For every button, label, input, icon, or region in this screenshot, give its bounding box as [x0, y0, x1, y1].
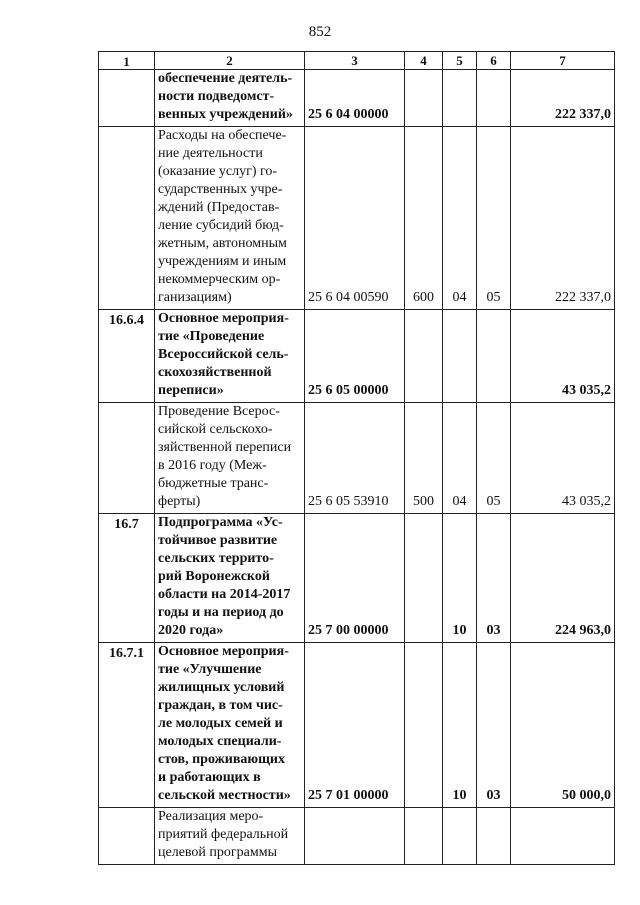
subsection-cell: [477, 808, 511, 865]
section-cell: 04: [443, 403, 477, 514]
table-row: [99, 70, 615, 127]
item-name-cell: Проведение Всерос- сийской сельскохо- зяйственной переписи в 2016 году (Меж- бюджетные транс- ферты): [155, 403, 305, 514]
target-code-cell: 25 7 01 00000: [305, 643, 405, 808]
row-number-cell: 16.7.1: [99, 643, 155, 808]
header-col-3: 3: [305, 52, 405, 70]
row-number-cell: [99, 70, 155, 127]
target-code-cell: 25 6 05 53910: [305, 403, 405, 514]
amount-cell: 222 337,0: [511, 70, 615, 127]
header-col-2: 2: [155, 52, 305, 70]
table-row: [99, 403, 615, 514]
expense-type-cell: [405, 70, 443, 127]
expense-type-cell: 600: [405, 127, 443, 310]
table-body: [99, 70, 615, 865]
amount-cell: 222 337,0: [511, 127, 615, 310]
section-cell: 10: [443, 643, 477, 808]
item-name-cell: Основное мероприя- тие «Проведение Всероссийской сель- скохозяйственной переписи»: [155, 310, 305, 403]
target-code-cell: 25 6 04 00000: [305, 70, 405, 127]
expense-type-cell: [405, 808, 443, 865]
row-number-cell: [99, 808, 155, 865]
subsection-cell: 03: [477, 514, 511, 643]
item-name-cell: обеспечение деятель- ности подведомст- венных учреждений»: [155, 70, 305, 127]
page-number: 852: [308, 24, 332, 40]
item-name-cell: Основное мероприя- тие «Улучшение жилищных условий граждан, в том чис- ле молодых семей и молодых специали- стов, проживающих и работающих в сельской местности»: [155, 643, 305, 808]
expense-type-cell: [405, 514, 443, 643]
target-code-cell: 25 7 00 00000: [305, 514, 405, 643]
amount-cell: 43 035,2: [511, 403, 615, 514]
amount-cell: 50 000,0: [511, 643, 615, 808]
table-row: [99, 514, 615, 643]
section-cell: 10: [443, 514, 477, 643]
row-number-cell: [99, 403, 155, 514]
subsection-cell: [477, 310, 511, 403]
table-row: [99, 808, 615, 865]
target-code-cell: 25 6 04 00590: [305, 127, 405, 310]
section-cell: [443, 808, 477, 865]
subsection-cell: 03: [477, 643, 511, 808]
amount-cell: [511, 808, 615, 865]
row-number-cell: 16.6.4: [99, 310, 155, 403]
header-col-7: 7: [511, 52, 615, 70]
expense-type-cell: [405, 310, 443, 403]
amount-cell: 43 035,2: [511, 310, 615, 403]
subsection-cell: [477, 70, 511, 127]
section-cell: 04: [443, 127, 477, 310]
budget-table: [98, 51, 615, 865]
item-name-cell: Реализация меро- приятий федеральной целевой программы: [155, 808, 305, 865]
header-col-5: 5: [443, 52, 477, 70]
amount-cell: 224 963,0: [511, 514, 615, 643]
target-code-cell: [305, 808, 405, 865]
table-row: [99, 127, 615, 310]
target-code-cell: 25 6 05 00000: [305, 310, 405, 403]
item-name-cell: Расходы на обеспече- ние деятельности (оказание услуг) го- сударственных учре- ждений (Предостав- ление субсидий бюд- жетным, автономным учреждениям и иным некоммерческим ор- ганизациям): [155, 127, 305, 310]
section-cell: [443, 70, 477, 127]
header-col-6: 6: [477, 52, 511, 70]
row-number-cell: [99, 127, 155, 310]
subsection-cell: 05: [477, 403, 511, 514]
header-row: [99, 52, 615, 70]
expense-type-cell: 500: [405, 403, 443, 514]
header-col-1: 1: [99, 52, 155, 70]
section-cell: [443, 310, 477, 403]
item-name-cell: Подпрограмма «Ус- тойчивое развитие сельских террито- рий Воронежской области на 2014-2017 годы и на период до 2020 года»: [155, 514, 305, 643]
subsection-cell: 05: [477, 127, 511, 310]
table-row: [99, 643, 615, 808]
expense-type-cell: [405, 643, 443, 808]
row-number-cell: 16.7: [99, 514, 155, 643]
header-col-4: 4: [405, 52, 443, 70]
table-row: [99, 310, 615, 403]
